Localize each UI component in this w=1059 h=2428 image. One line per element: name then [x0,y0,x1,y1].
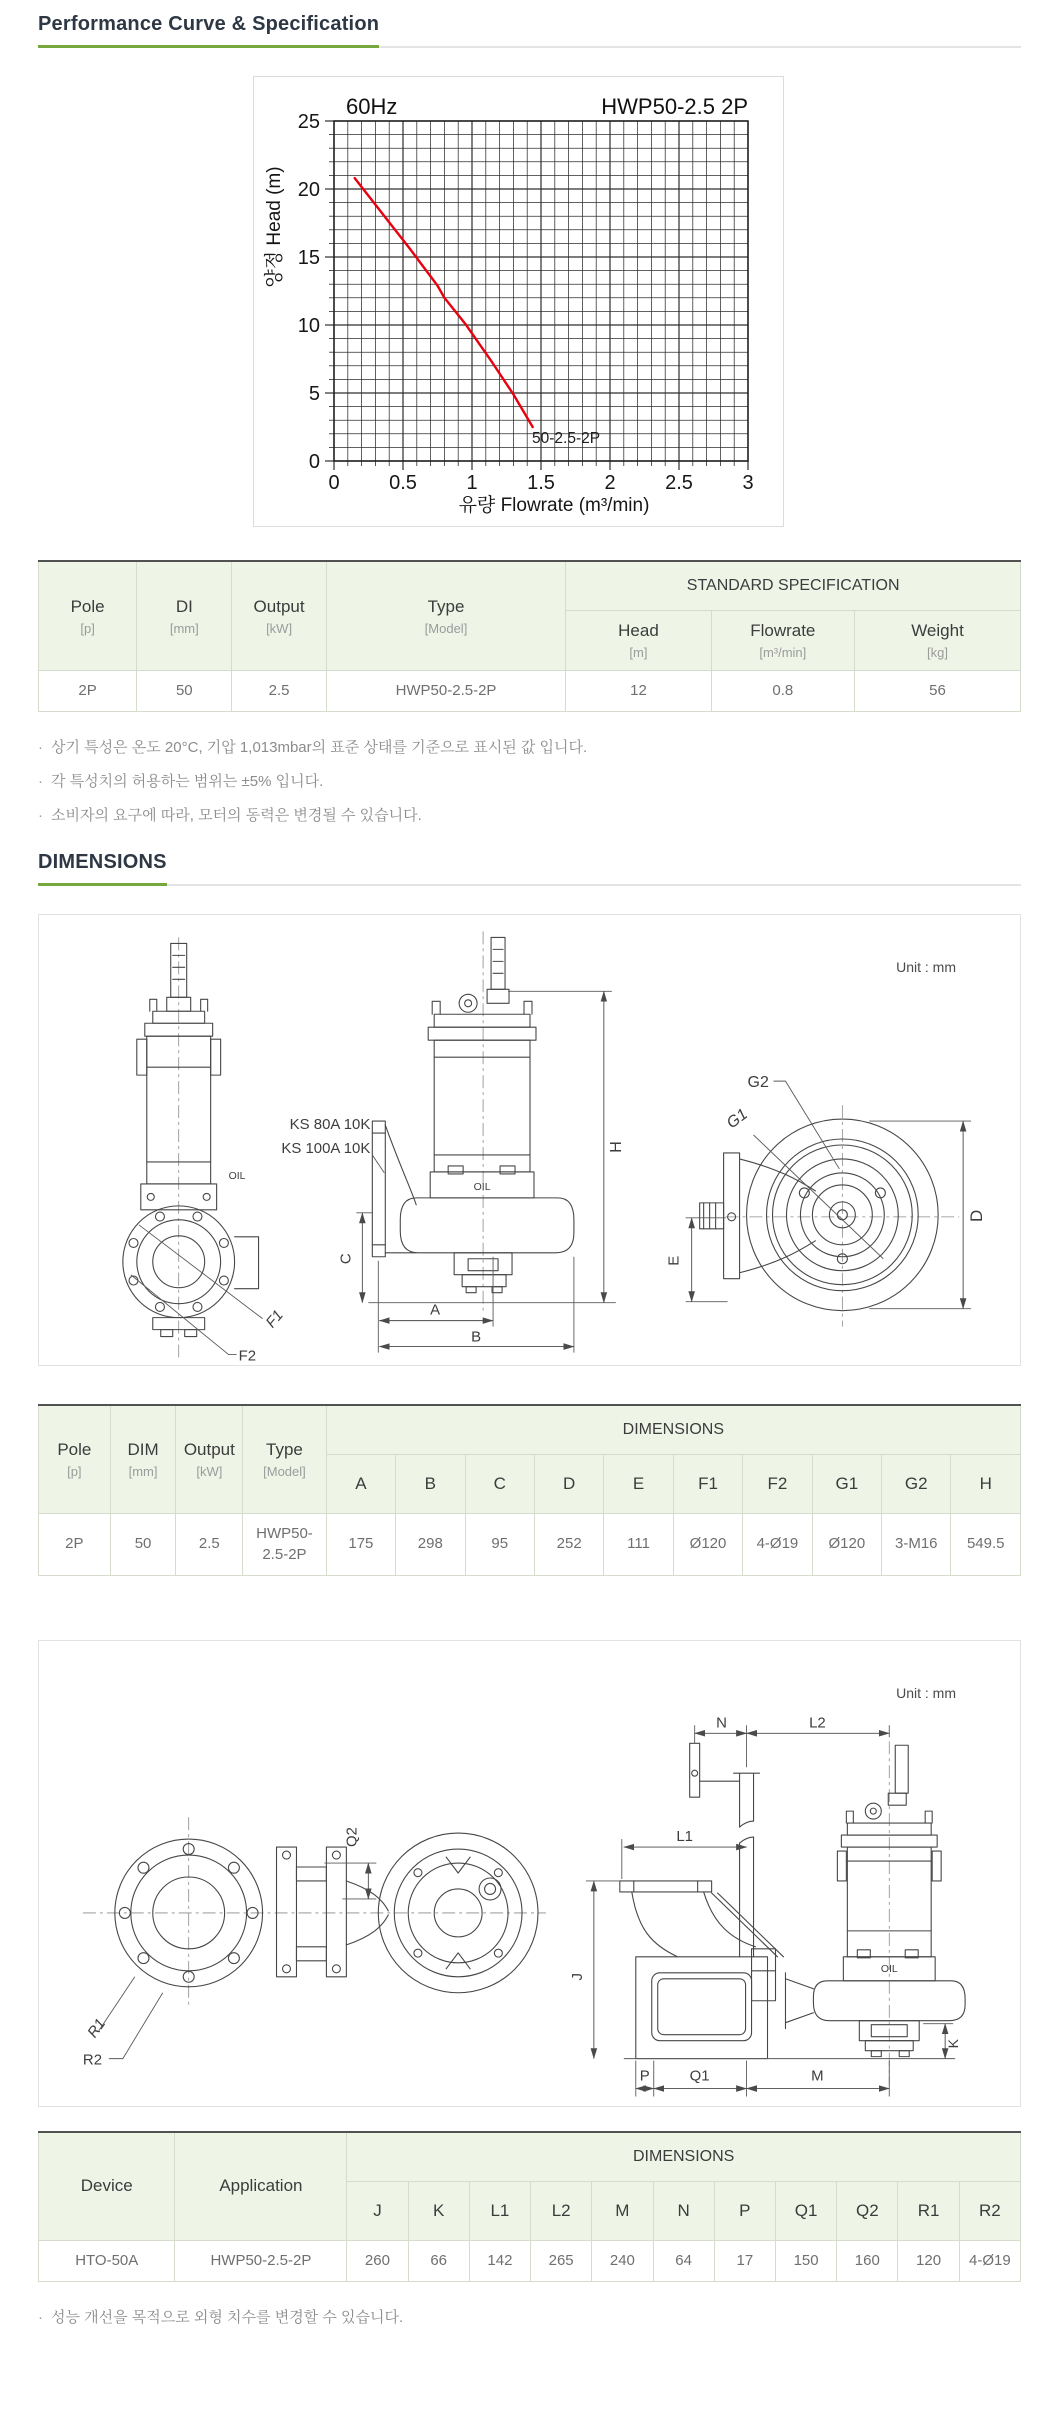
col-header-f2: F2 [743,1455,812,1514]
col-unit: [Model] [263,1464,306,1480]
col-unit: [Model] [424,620,468,636]
svg-text:1: 1 [466,472,478,494]
col-header-type [326,561,566,671]
col-header-n: N [653,2181,714,2240]
svg-text:1.5: 1.5 [527,472,555,494]
table-row [39,1514,1021,1576]
dim-label-g2: G2 [747,1074,769,1092]
performance-curve-svg [254,77,783,526]
unit-label: Unit : mm [896,959,956,976]
oil-label: OIL [473,1182,491,1194]
cell-e: 111 [604,1514,673,1576]
col-header-a: A [326,1455,395,1514]
col-header-output [232,561,326,671]
col-label: Head [618,621,659,640]
dim-label-e: E [665,1256,683,1266]
cell-c: 95 [465,1514,534,1576]
group-header-dimensions: DIMENSIONS [326,1405,1020,1455]
x-axis-title: 유량 Flowrate (m³/min) [458,495,650,516]
note-line [38,804,1021,825]
cell-q1: 150 [775,2240,836,2281]
bullet: · [38,773,43,791]
col-unit: [p] [67,1464,82,1480]
col-header-di [137,561,232,671]
cell-application: HWP50-2.5-2P [175,2240,347,2281]
dim-label-g1: G1 [723,1106,751,1133]
cell-j: 260 [347,2240,408,2281]
col-unit: [mm] [169,620,199,636]
dimensions-title: DIMENSIONS [38,851,167,886]
note-line [38,770,1021,791]
svg-text:0: 0 [328,472,340,494]
col-header-pole [39,1405,111,1514]
dim-label-q1: Q1 [689,2067,710,2085]
dim-label-q2: Q2 [343,1826,361,1847]
dim-label-b: B [471,1328,482,1346]
col-header-pole [39,561,137,671]
spec-notes [38,736,1021,825]
cell-p: 17 [714,2240,775,2281]
col-header-f1: F1 [673,1455,742,1514]
col-header-g1: G1 [812,1455,881,1514]
cell-a: 175 [326,1514,395,1576]
group-header-standard-specification: STANDARD SPECIFICATION [566,561,1021,611]
dim-label-m: M [811,2067,824,2085]
note-text: 소비자의 요구에 따라, 모터의 동력은 변경될 수 있습니다. [51,807,422,825]
svg-text:20: 20 [297,179,320,201]
col-header-weight [854,611,1020,671]
note-line [38,736,1021,757]
flange-note-2: KS 100A 10K [281,1140,371,1158]
col-label: Output [183,1440,235,1460]
col-unit: [kW] [266,620,293,636]
dim-label-f1: F1 [262,1307,287,1332]
col-unit: [kg] [927,645,948,660]
dim-label-h: H [607,1141,625,1154]
spec-table [38,560,1021,712]
col-header-c: C [465,1455,534,1514]
installation-drawing [39,1641,1020,2106]
cell-flowrate: 0.8 [711,671,854,712]
cell-pole: 2P [39,671,137,712]
col-header-application: Application [175,2132,347,2241]
cell-dim: 50 [110,1514,176,1576]
svg-text:0.5: 0.5 [389,472,417,494]
svg-text:2.5: 2.5 [665,472,693,494]
svg-text:15: 15 [297,247,320,269]
table-row [39,671,1021,712]
col-header-b: B [396,1455,465,1514]
col-label: Pole [70,596,105,616]
y-axis-title: 양정 Head (m) [264,166,285,288]
svg-text:10: 10 [297,315,320,337]
pump-volute-view [700,1119,939,1311]
cell-l2: 265 [531,2240,592,2281]
col-label: Weight [911,621,964,640]
cell-l1: 142 [469,2240,530,2281]
col-header-l1: L1 [469,2181,530,2240]
col-label: Output [253,596,305,616]
dimension-drawing-installation [38,1640,1021,2107]
col-header-flowrate [711,611,854,671]
cell-r2: 4-Ø19 [959,2240,1020,2281]
curve-label: 50-2.5-2P [532,430,601,447]
dim-label-n: N [716,1714,728,1732]
dim-label-r1: R1 [84,2015,110,2041]
note-text: 상기 특성은 온도 20°C, 기압 1,013mbar의 표준 상태를 기준으로 표시된 값 입니다. [51,739,588,757]
dimensions-table-installation [38,2131,1021,2282]
cell-q2: 160 [837,2240,898,2281]
note-text: 성능 개선을 목적으로 외형 치수를 변경할 수 있습니다. [51,2309,404,2326]
pump-side-view [372,938,574,1293]
flange-note-1: KS 80A 10K [289,1116,371,1134]
col-unit: [p] [80,620,95,636]
cell-m: 240 [592,2240,653,2281]
performance-curve-chart [253,76,784,527]
col-header-e: E [604,1455,673,1514]
dimensions-table-pump [38,1404,1021,1576]
dim-label-l2: L2 [809,1714,826,1732]
cell-di: 50 [137,671,232,712]
col-unit: [kW] [196,1464,223,1480]
bullet: · [38,739,43,757]
col-header-g2: G2 [882,1455,951,1514]
cell-weight: 56 [854,671,1020,712]
cell-g2: 3-M16 [882,1514,951,1576]
dim-label-f2: F2 [238,1347,257,1365]
cell-head: 12 [566,671,711,712]
col-header-d: D [534,1455,603,1514]
unit-label: Unit : mm [896,1684,956,1701]
cell-device: HTO-50A [39,2240,175,2281]
col-header-r2: R2 [959,2181,1020,2240]
installation-side-view [620,1743,965,2058]
note-text: 각 특성치의 허용하는 범위는 ±5% 입니다. [51,773,324,791]
oil-label: OIL [228,1171,246,1183]
cell-type: HWP50-2.5-2P [326,671,566,712]
col-header-r1: R1 [898,2181,959,2240]
col-unit: [mm] [128,1464,158,1480]
col-label: Flowrate [750,621,816,640]
section-performance-heading [38,0,1021,48]
col-header-type [243,1405,326,1514]
cell-output: 2.5 [176,1514,243,1576]
cell-g1: Ø120 [812,1514,881,1576]
bullet: · [38,807,43,825]
dim-label-l1: L1 [676,1827,694,1845]
col-header-q1: Q1 [775,2181,836,2240]
col-header-l2: L2 [531,2181,592,2240]
col-header-j: J [347,2181,408,2240]
svg-text:3: 3 [742,472,754,494]
chart-frequency-label: 60Hz [346,94,398,119]
page-title: Performance Curve & Specification [38,13,379,48]
cell-output: 2.5 [232,671,326,712]
col-header-h: H [951,1455,1021,1514]
cell-f1: Ø120 [673,1514,742,1576]
dim-label-c: C [337,1253,355,1265]
col-unit: [m³/min] [759,645,807,660]
svg-text:25: 25 [297,111,320,133]
dim-label-j: J [568,1972,586,1981]
dim-label-r2: R2 [82,2051,103,2069]
col-label: Type [266,1440,303,1460]
col-header-head [566,611,711,671]
col-header-dim [110,1405,176,1514]
cell-d: 252 [534,1514,603,1576]
col-header-p: P [714,2181,775,2240]
svg-text:2: 2 [604,472,616,494]
col-header-device: Device [39,2132,175,2241]
cell-k: 66 [408,2240,469,2281]
bullet: · [38,2309,43,2326]
dim-label-a: A [430,1301,441,1319]
table-row [39,2240,1021,2281]
cell-type: HWP50-2.5-2P [243,1514,326,1576]
dim-label-d: D [967,1209,987,1223]
section-dimensions-heading [38,838,1021,886]
col-label: DIM [127,1440,159,1460]
cell-n: 64 [653,2240,714,2281]
cell-r1: 120 [898,2240,959,2281]
oil-label: OIL [880,1963,898,1975]
col-header-output [176,1405,243,1514]
col-header-k: K [408,2181,469,2240]
col-label: Type [427,596,465,616]
dim-label-p: P [639,2067,650,2085]
col-header-q2: Q2 [837,2181,898,2240]
cell-b: 298 [396,1514,465,1576]
svg-text:5: 5 [308,383,320,405]
col-unit: [m] [629,645,648,660]
chart-model-label: HWP50-2.5 2P [601,94,748,119]
dim-label-k: K [945,2038,962,2049]
group-header-dimensions: DIMENSIONS [347,2132,1021,2182]
col-header-m: M [592,2181,653,2240]
pump-outline-drawing [39,915,1020,1365]
col-label: DI [175,596,193,616]
dimension-drawing-pump [38,914,1021,1366]
pump-front-view [123,944,259,1337]
cell-h: 549.5 [951,1514,1021,1576]
col-label: Pole [57,1440,92,1460]
footer-note-area [38,2306,1021,2327]
cell-pole: 2P [39,1514,111,1576]
note-line [38,2306,1021,2327]
cell-f2: 4-Ø19 [743,1514,812,1576]
svg-text:0: 0 [308,451,320,473]
